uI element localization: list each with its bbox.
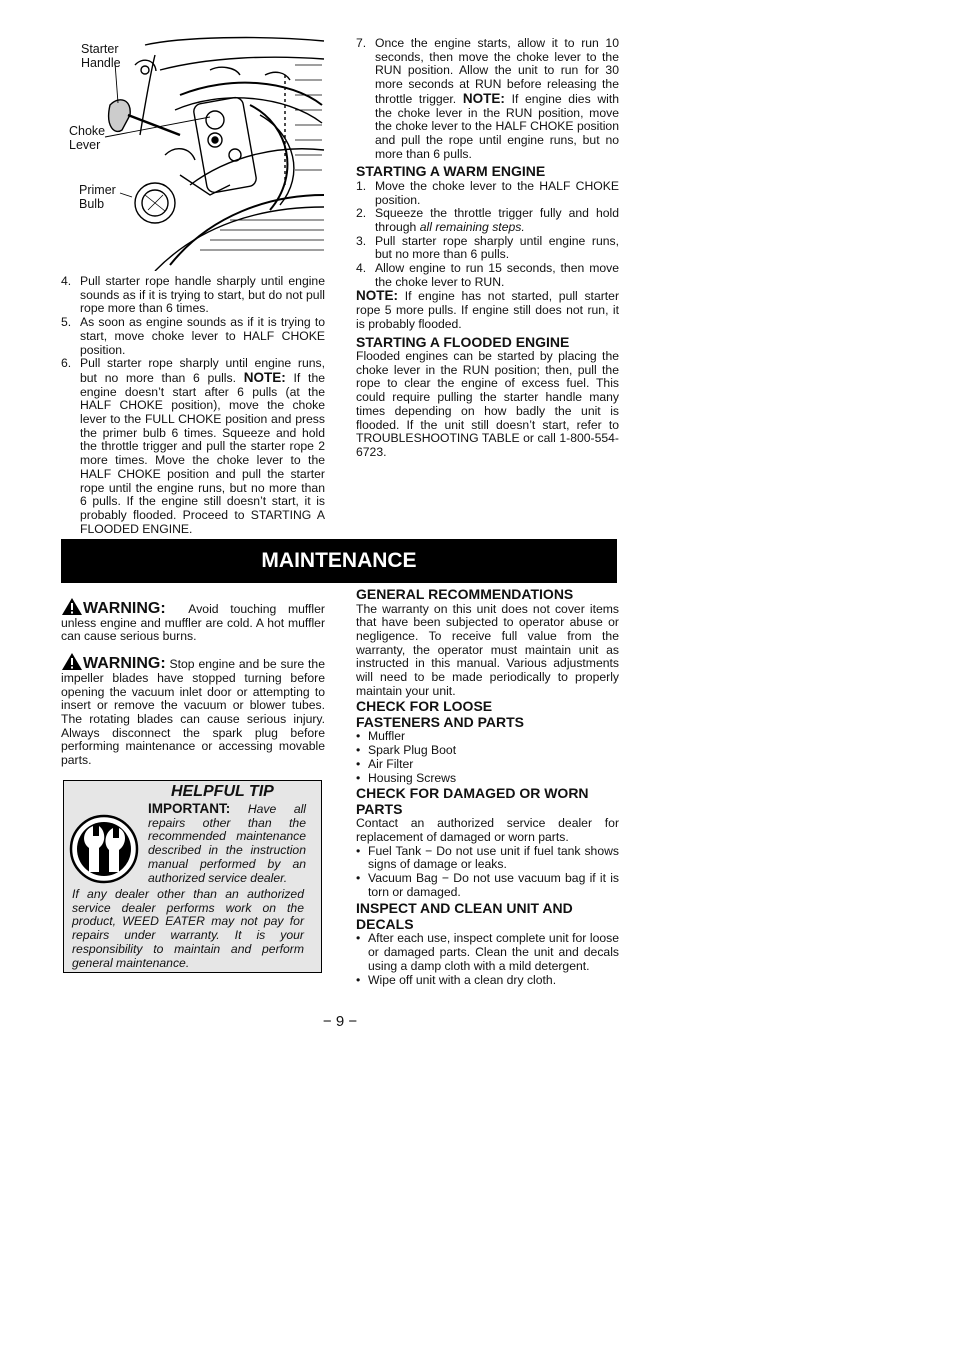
starter-handle-label: Starter Handle [81, 42, 121, 70]
list-item: • Muffler [356, 730, 619, 744]
list-item: • Housing Screws [356, 772, 619, 786]
warning-impeller: WARNING: Stop engine and be sure the impeller blades have stopped turning before opening the vacuum inlet door or attempting to insert or remove the vacuum or blower tubes. The rotating blades can cause serious injury. Always disconnect the spark plug before performing maintenance or accessing movable parts. [61, 652, 325, 768]
flooded-engine-heading: STARTING A FLOODED ENGINE [356, 333, 570, 350]
list-item: • After each use, inspect complete unit for loose or damaged parts. Clean the unit and decals using a damp cloth with a mild detergent. [356, 932, 619, 973]
list-item: 3. Pull starter rope sharply until engine runs, but no more than 6 pulls. [356, 233, 619, 262]
list-item: • Spark Plug Boot [356, 744, 619, 758]
list-item: 6. Pull starter rope sharply until engine runs, but no more than 6 pulls. NOTE: If the engine doesn’t start after 6 pulls (at the HALF CHOKE position), move the choke lever to the FULL CHOKE position and press the primer bulb 6 times. Squeeze and hold the throttle trigger and pull the starter rope 2 more times. Move the choke lever to the HALF CHOKE position and pull the starter rope until the engine runs, but no more than 6 pulls. If the engine still doesn’t start, it is probably flooded. Proceed to STARTING A FLOODED ENGINE. [61, 356, 326, 536]
list-item: 5. As soon as engine sounds as if it is trying to start, move choke lever to HALF CHOKE position. [61, 315, 325, 357]
primer-bulb-label: Primer Bulb [79, 183, 116, 211]
loose-fasteners-list [356, 730, 619, 785]
helpful-tip-box [63, 780, 322, 973]
list-item: • Wipe off unit with a clean dry cloth. [356, 974, 619, 988]
damaged-parts-heading: CHECK FOR DAMAGED OR WORN PARTS [356, 785, 589, 817]
warning-muffler: WARNING: Avoid touching muffler unless engine and muffler are cold. A hot muffler can cause serious burns. [61, 597, 325, 644]
warnings-block [61, 597, 325, 768]
engine-illustration [60, 35, 326, 271]
list-item: • Vacuum Bag − Do not use vacuum bag if it is torn or damaged. [356, 872, 619, 899]
inspect-clean-list [356, 932, 619, 987]
starting-steps-right [356, 37, 619, 460]
list-item: 1. Move the choke lever to the HALF CHOKE position. [356, 178, 619, 207]
list-item: 2. Squeeze the throttle trigger fully and hold through all remaining steps. [356, 206, 619, 234]
helpful-tip-title: HELPFUL TIP [171, 783, 274, 800]
general-recommendations-heading: GENERAL RECOMMENDATIONS [356, 586, 574, 602]
list-item: • Air Filter [356, 758, 619, 772]
list-item: 4. Allow engine to run 15 seconds, then move the choke lever to RUN. [356, 261, 619, 289]
general-recommendations-text: The warranty on this unit does not cover items that have been subjected to operator abuse or negligence. To receive full value from the warranty, the operator must maintain unit as instructed in this manual. Various adjustments will need to be made periodically to properly maintain your unit. [356, 601, 619, 698]
list-item: 4. Pull starter rope handle sharply until engine sounds as if it is trying to start, but do not pull rope more than 6 times. [61, 274, 325, 316]
helpful-tip-warranty-text: If any dealer other than an authorized service dealer performs work on the product, WEED EATER may not pay for repairs under warranty. It is your responsibility to maintain and perform general maintenance. [72, 887, 304, 970]
warm-engine-heading: STARTING A WARM ENGINE [356, 163, 546, 180]
loose-fasteners-heading: CHECK FOR LOOSE FASTENERS AND PARTS [356, 698, 525, 730]
list-item: • Fuel Tank − Do not use unit if fuel tank shows signs of damage or leaks. [356, 845, 619, 872]
wrench-icon [69, 814, 139, 888]
inspect-clean-heading: INSPECT AND CLEAN UNIT AND DECALS [356, 900, 573, 932]
warning-triangle-icon [61, 652, 83, 671]
warm-engine-note: NOTE: If engine has not started, pull starter rope 5 more pulls. If engine still does not run, it is probably flooded. [356, 288, 619, 331]
blower-engine-drawing [60, 35, 326, 271]
starting-steps-left [61, 275, 325, 536]
choke-lever-label: Choke Lever [69, 124, 106, 152]
maintenance-banner: MAINTENANCE [61, 539, 617, 583]
page-number: − 9 − [322, 1013, 358, 1030]
maintenance-right-column [356, 587, 619, 987]
helpful-tip-important: IMPORTANT: Have all repairs other than the recommended maintenance described in the instruction manual performed by an authorized service dealer. [148, 801, 307, 885]
damaged-parts-text: Contact an authorized service dealer for replacement of damaged or worn parts. [356, 816, 619, 844]
warning-triangle-icon [61, 597, 83, 616]
damaged-parts-list [356, 845, 619, 900]
list-item: 7. Once the engine starts, allow it to run 10 seconds, then move the choke lever to the RUN position. Allow the unit to run for 30 more seconds at RUN before releasing the throttle trigger. NOTE: If engine dies with the choke lever in the RUN position, move the choke lever to the HALF CHOKE position and pull the rope until engine runs, but no more than 6 pulls. [356, 36, 620, 161]
flooded-engine-text: Flooded engines can be started by placing the choke lever in the RUN position; then, pull the rope to clear the engine of excess fuel. This could require pulling the starter handle many times depending on how badly the unit is flooded. If the unit still doesn’t start, refer to TROUBLESHOOTING TABLE or call 1-800-554-6723. [356, 349, 619, 459]
